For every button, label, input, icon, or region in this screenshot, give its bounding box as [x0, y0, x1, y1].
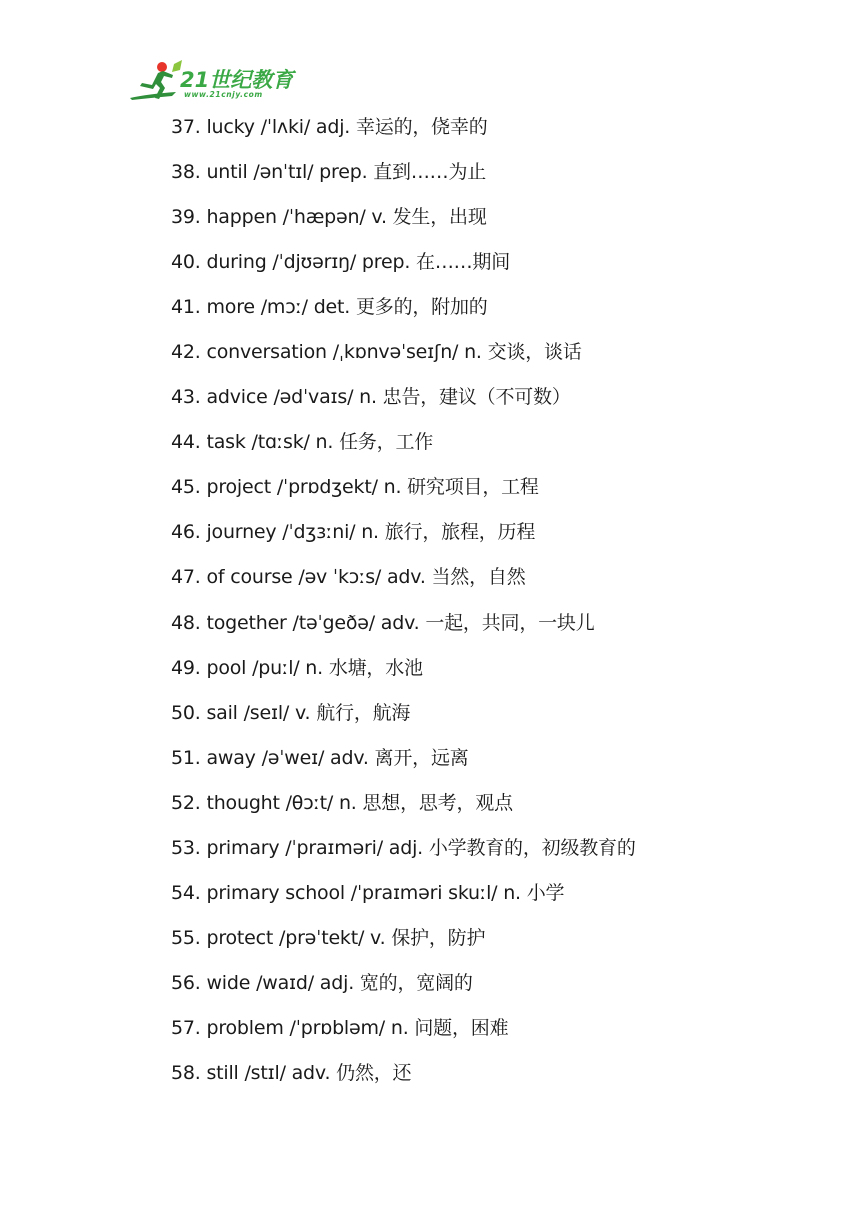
vocab-entry: 57. problem /ˈprɒbləm/ n. 问题，困难: [171, 1016, 509, 1039]
vocab-entry: 44. task /tɑːsk/ n. 任务，工作: [171, 431, 434, 454]
vocab-entry: 46. journey /ˈdʒɜːni/ n. 旅行，旅程，历程: [171, 521, 536, 544]
vocab-entry: 40. during /ˈdjʊərɪŋ/ prep. 在……期间: [171, 251, 511, 274]
running-man-icon: [128, 58, 184, 106]
vocabulary-list: [171, 112, 636, 1103]
vocab-entry: 49. pool /puːl/ n. 水塘，水池: [171, 656, 423, 679]
vocab-entry: 50. sail /seɪl/ v. 航行，航海: [171, 701, 411, 724]
vocab-entry: 53. primary /ˈpraɪməri/ adj. 小学教育的，初级教育的: [171, 836, 636, 859]
vocab-entry: 43. advice /ədˈvaɪs/ n. 忠告，建议（不可数）: [171, 386, 571, 409]
vocab-entry: 47. of course /əv ˈkɔːs/ adv. 当然，自然: [171, 566, 526, 589]
vocab-entry: 51. away /əˈweɪ/ adv. 离开，远离: [171, 746, 469, 769]
vocab-entry: 39. happen /ˈhæpən/ v. 发生，出现: [171, 206, 487, 229]
vocab-entry: 37. lucky /ˈlʌki/ adj. 幸运的，侥幸的: [171, 116, 488, 138]
vocab-entry: 52. thought /θɔːt/ n. 思想，思考，观点: [171, 791, 513, 814]
vocab-entry: 55. protect /prəˈtekt/ v. 保护，防护: [171, 926, 486, 949]
vocab-entry: 48. together /təˈgeðə/ adv. 一起，共同，一块儿: [171, 611, 595, 634]
vocab-entry: 56. wide /waɪd/ adj. 宽的，宽阔的: [171, 971, 473, 994]
vocab-entry: 45. project /ˈprɒdʒekt/ n. 研究项目，工程: [171, 476, 539, 499]
vocab-entry: 41. more /mɔː/ det. 更多的，附加的: [171, 296, 488, 319]
logo-brand-text: 21世纪教育: [180, 68, 294, 92]
vocab-entry: 58. still /stɪl/ adv. 仍然，还: [171, 1061, 412, 1084]
site-logo: [128, 58, 298, 106]
vocab-entry: 38. until /ənˈtɪl/ prep. 直到……为止: [171, 161, 487, 184]
logo-url-text: www.21cnjy.com: [184, 90, 263, 99]
vocab-entry: 42. conversation /ˌkɒnvəˈseɪʃn/ n. 交谈，谈话: [171, 341, 582, 364]
vocab-entry: 54. primary school /ˈpraɪməri skuːl/ n. 小学: [171, 881, 565, 904]
